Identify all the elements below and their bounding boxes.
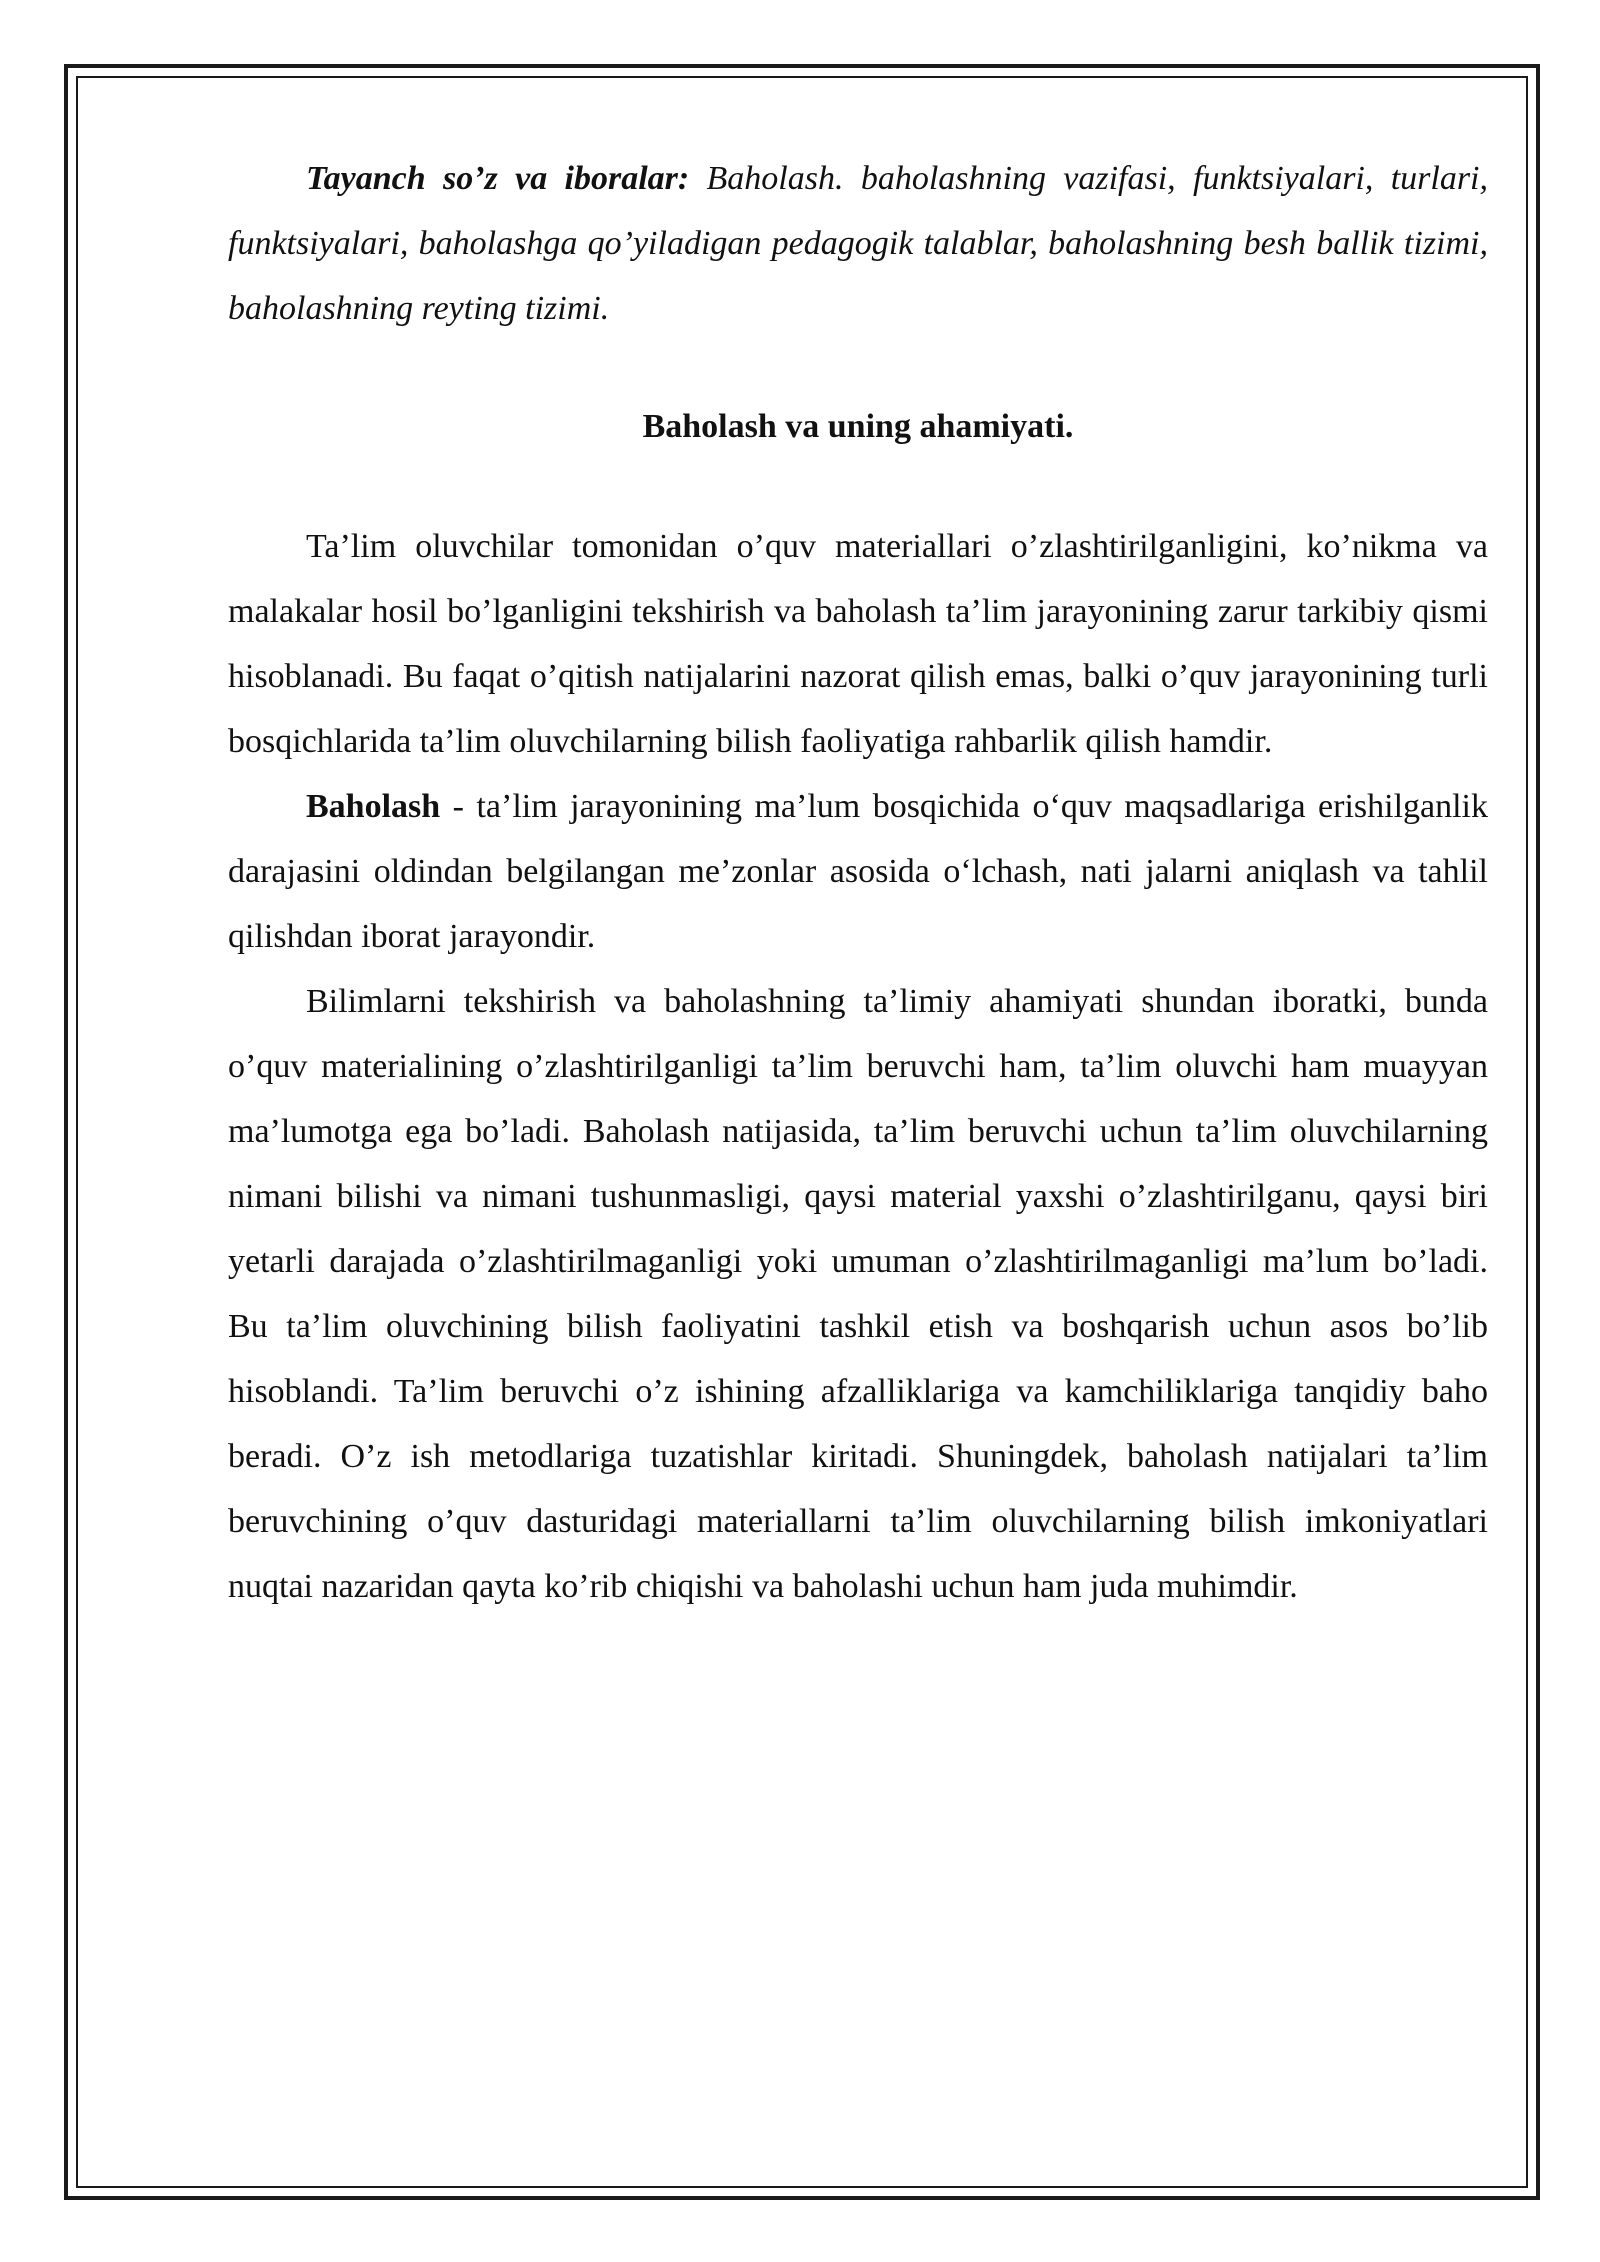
definition-term: Baholash [306,788,441,825]
keywords-lead: Tayanch so’z va iboralar: [306,160,690,197]
keywords-text: Baholash. baholashning vazifasi, funktsiyalari, turlari, funktsiyalari, baholashga qo’yiladigan pedagogik talablar, baholashning besh ballik tizimi, baholashning reyting tizimi. [228,160,1489,327]
body-paragraph-3: Bilimlarni tekshirish va baholashning ta’limiy ahamiyati shundan iboratki, bunda o’quv materialining o’zlashtirilganligi ta’lim beruvchi ham, ta’lim oluvchi ham muayyan ma’lumotga ega bo’ladi. Baholash natijasida, ta’lim beruvchi uchun ta’lim oluvchilarning nimani bilishi va nimani tushunmasligi, qaysi material yaxshi o’zlashtirilganu, qaysi biri yetarli darajada o’zlashtirilmaganligi yoki umuman o’zlashtirilmaganligi ma’lum bo’ladi. Bu ta’lim oluvchining bilish faoliyatini tashkil etish va boshqarish uchun asos bo’lib hisoblandi. Ta’lim beruvchi o’z ishining afzalliklariga va kamchiliklariga tanqidiy baho beradi. O’z ish metodlariga tuzatishlar kiritadi. Shuningdek, baholash natijalari ta’lim beruvchining o’quv dasturidagi materiallarni ta’lim oluvchilarning bilish imkoniyatlari nuqtai nazaridan qayta ko’rib chiqishi va baholashi uchun ham juda muhimdir. [228,983,1488,1605]
page-content [228,146,1488,1619]
body-paragraph-2 [228,774,1488,969]
body-paragraph-1: Ta’lim oluvchilar tomonidan o’quv materiallari o’zlashtirilganligini, ko’nikma va malakalar hosil bo’lganligini tekshirish va baholash ta’lim jarayonining zarur tarkibiy qismi hisoblanadi. Bu faqat o’qitish natijalarini nazorat qilish emas, balki o’quv jarayonining turli bosqichlarida ta’lim oluvchilarning bilish faoliyatiga rahbarlik qilish hamdir. [228,528,1488,760]
keywords-paragraph [228,146,1488,341]
definition-text: - ta’lim jarayonining ma’lum bosqichida o‘quv maqsadlariga erishilganlik darajasini oldindan belgilangan me’zonlar asosida o‘lchash, nati jalarni aniqlash va tahlil qilishdan iborat jarayondir. [228,788,1488,955]
section-heading: Baholash va uning ahamiyati. [642,408,1074,445]
